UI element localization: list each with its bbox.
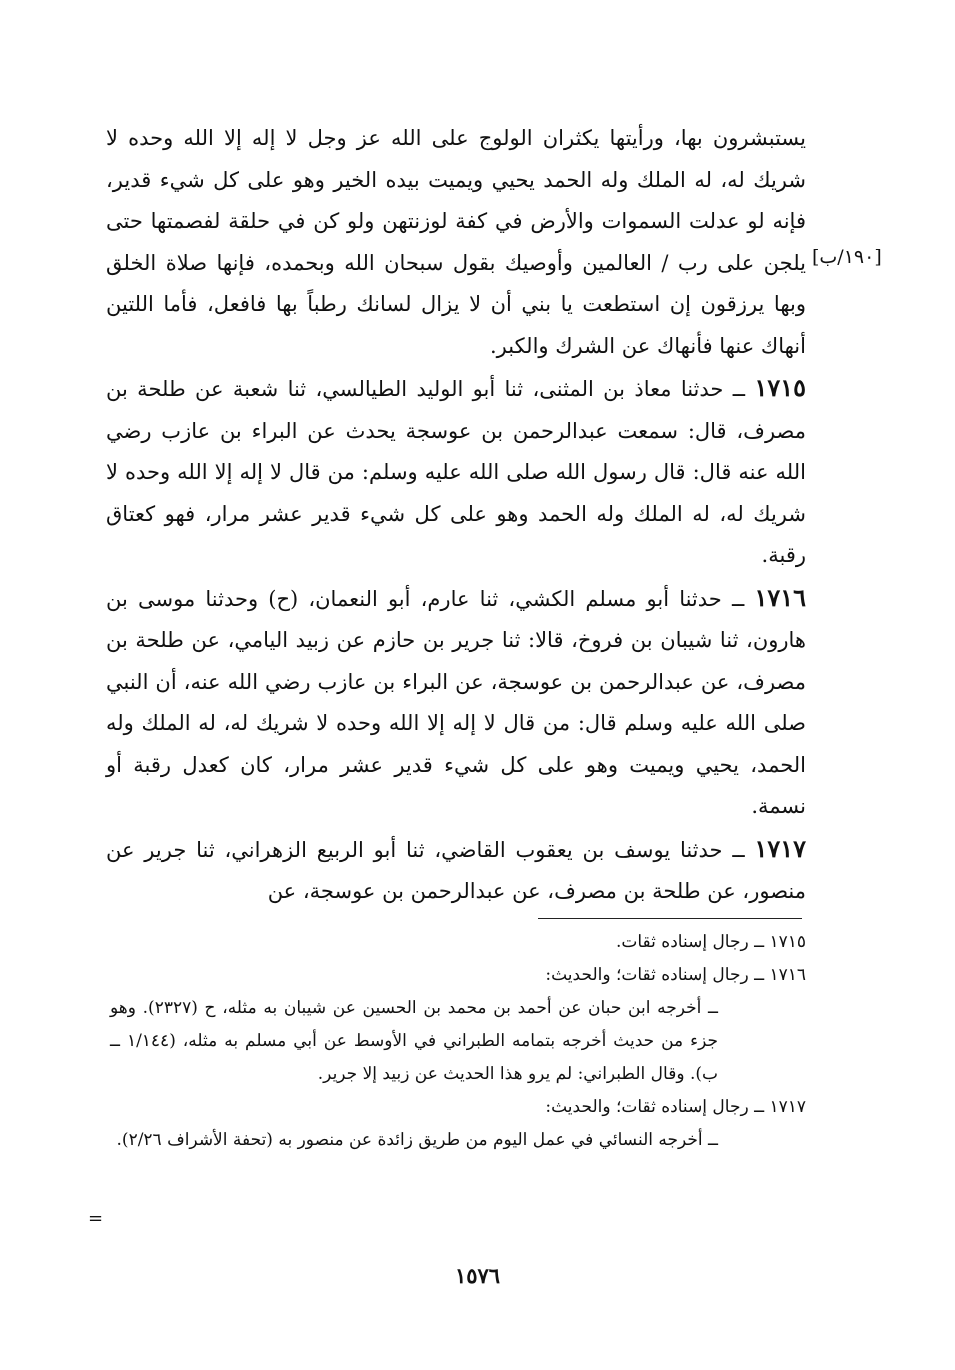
hadith-1717 <box>106 828 806 913</box>
hadith-text: ــ حدثنا أبو مسلم الكشي، ثنا عارم، أبو النعمان، (ح) وحدثنا موسى بن هارون، ثنا شيبان بن فروخ، قالا: ثنا جرير بن حازم عن زبيد اليامي، عن طلحة بن مصرف، عن عبدالرحمن بن عوسجة، عن البراء بن عازب رضي الله عنه، أن النبي صلى الله عليه وسلم قال: من قال لا إله إلا الله وحده لا شريك له، له الملك وله الحمد، يحيي ويميت وهو على كل شيء قدير عشر مرار، كان كعدل رقبة أو نسمة. <box>106 586 806 818</box>
folio-margin-note: [١٩٠/ب] <box>812 246 882 268</box>
footnote-1716: ١٧١٦ ــ رجال إسناده ثقات؛ والحديث: <box>545 965 806 985</box>
footnote-1715: ١٧١٥ ــ رجال إسناده ثقات. <box>615 932 806 952</box>
hadith-number: ١٧١٦ <box>754 582 806 612</box>
hadith-number: ١٧١٧ <box>754 833 806 863</box>
footnote-1717-detail: ــ أخرجه النسائي في عمل اليوم من طريق زائدة عن منصور به (تحفة الأشراف ٢/٢٦). <box>116 1130 718 1150</box>
footnotes-block <box>110 926 806 1157</box>
hadith-number: ١٧١٥ <box>754 373 806 402</box>
hadith-text: ــ حدثنا معاذ بن المثنى، ثنا أبو الوليد الطيالسي، ثنا شعبة عن طلحة بن مصرف، قال: سمعت عبدالرحمن بن عوسجة يحدث عن البراء بن عازب رضي الله عنه قال: قال رسول الله صلى الله عليه وسلم: من قال لا إله إلا الله وحده لا شريك له، له الملك وله الحمد وهو على كل شيء قدير عشر مرار، فهو كعتاق رقبة. <box>106 377 806 567</box>
main-text-block <box>106 118 806 913</box>
footnote-1717: ١٧١٧ ــ رجال إسناده ثقات؛ والحديث: <box>545 1097 806 1117</box>
paragraph-opening <box>106 118 806 367</box>
continuation-mark: = <box>88 1208 104 1229</box>
page-number: ١٥٧٦ <box>454 1263 501 1288</box>
hadith-1715 <box>106 367 806 577</box>
hadith-1716 <box>106 577 806 828</box>
footnote-divider <box>538 918 802 919</box>
footnote-1716-detail: ــ أخرجه ابن حبان عن أحمد بن محمد بن الحسين عن شيبان به مثله، ح (٢٣٢٧). وهو جزء من حديث أخرجه بتمامه الطبراني في الأوسط عن أبي مسلم به مثله، (١/١٤٤ ــ ب). وقال الطبراني: لم يرو هذا الحديث عن زبيد إلا جرير. <box>110 998 718 1084</box>
paragraph-text: يستبشرون بها، ورأيتها يكثران الولوج على الله عز وجل لا إله إلا الله وحده لا شريك له، له الملك وله الحمد يحيي ويميت بيده الخير وهو على كل شيء قدير، فإنه لو عدلت السموات والأرض في كفة لوزنتهن ولو كن في حلقة لفصمتها حتى يلجن على رب / العالمين وأوصيك بقول سبحان الله وبحمده، فإنها صلاة الخلق وبها يرزقون إن استطعت يا بني أن لا يزال لسانك رطباً بها فافعل، فأما اللتين أنهاك عنها فأنهاك عن الشرك والكبر. <box>106 126 806 358</box>
hadith-text: ــ حدثنا يوسف بن يعقوب القاضي، ثنا أبو الربيع الزهراني، ثنا جرير عن منصور، عن طلحة بن مصرف، عن عبدالرحمن بن عوسجة، عن <box>106 837 806 903</box>
